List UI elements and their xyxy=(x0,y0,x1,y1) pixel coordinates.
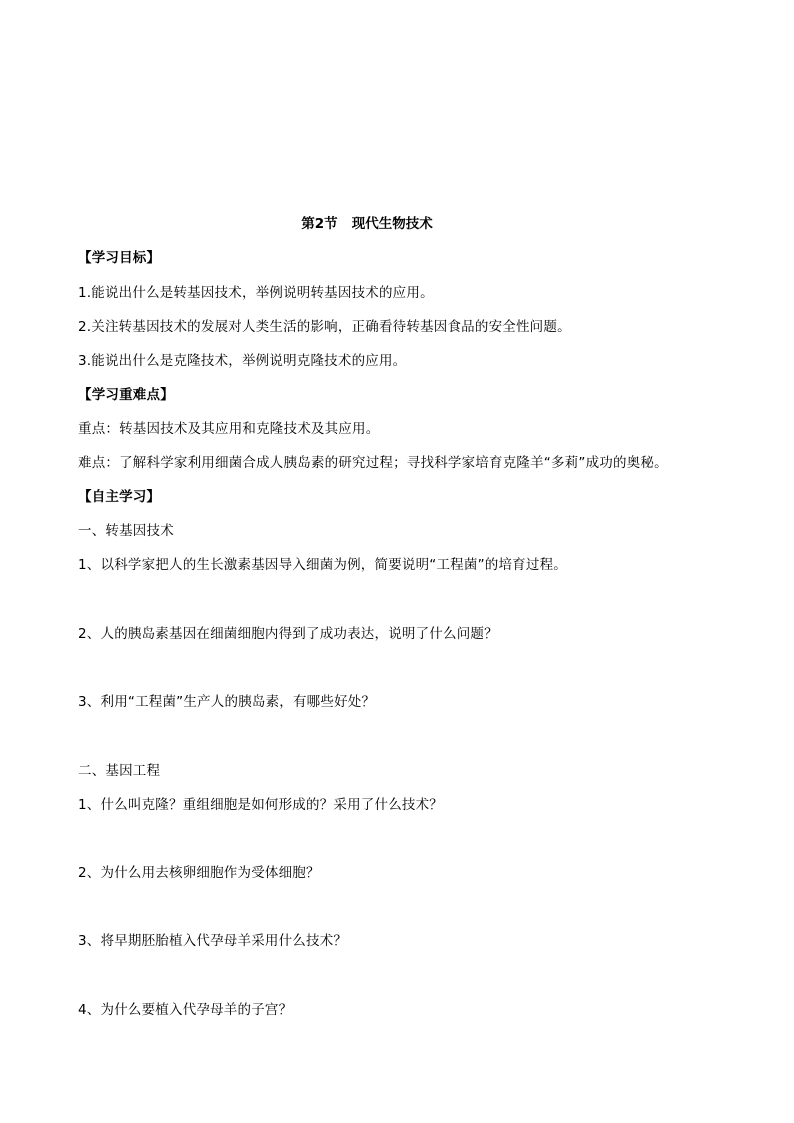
part1-question-3: 3、利用“工程菌”生产人的胰岛素，有哪些好处？ xyxy=(78,694,376,710)
part1-question-1: 1、以科学家把人的生长激素基因导入细菌为例，简要说明“工程菌”的培育过程。 xyxy=(78,557,567,573)
part2-question-4: 4、为什么要植入代孕母羊的子宫？ xyxy=(78,1002,293,1018)
part2-question-3: 3、将早期胚胎植入代孕母羊采用什么技术？ xyxy=(78,933,348,949)
goal-item-1: 1.能说出什么是转基因技术，举例说明转基因技术的应用。 xyxy=(78,285,434,301)
part2-question-1: 1、什么叫克隆？重组细胞是如何形成的？采用了什么技术？ xyxy=(78,797,443,813)
key-points-heading: 【学习重难点】 xyxy=(78,387,174,403)
part1-title: 一、转基因技术 xyxy=(78,523,174,539)
goals-heading: 【学习目标】 xyxy=(78,250,161,266)
self-study-heading: 【自主学习】 xyxy=(78,489,161,505)
key-point-focus: 重点：转基因技术及其应用和克隆技术及其应用。 xyxy=(78,421,380,437)
goal-item-2: 2.关注转基因技术的发展对人类生活的影响，正确看待转基因食品的安全性问题。 xyxy=(78,319,571,335)
part2-question-2: 2、为什么用去核卵细胞作为受体细胞？ xyxy=(78,865,320,881)
goal-item-3: 3.能说出什么是克隆技术，举例说明克隆技术的应用。 xyxy=(78,353,407,369)
page-title: 第2节 现代生物技术 xyxy=(301,216,433,232)
key-point-difficulty: 难点：了解科学家利用细菌合成人胰岛素的研究过程；寻找科学家培育克隆羊“多莉”成功的奥秘。 xyxy=(78,455,668,471)
part2-title: 二、基因工程 xyxy=(78,763,161,779)
part1-question-2: 2、人的胰岛素基因在细菌细胞内得到了成功表达，说明了什么问题？ xyxy=(78,626,498,642)
